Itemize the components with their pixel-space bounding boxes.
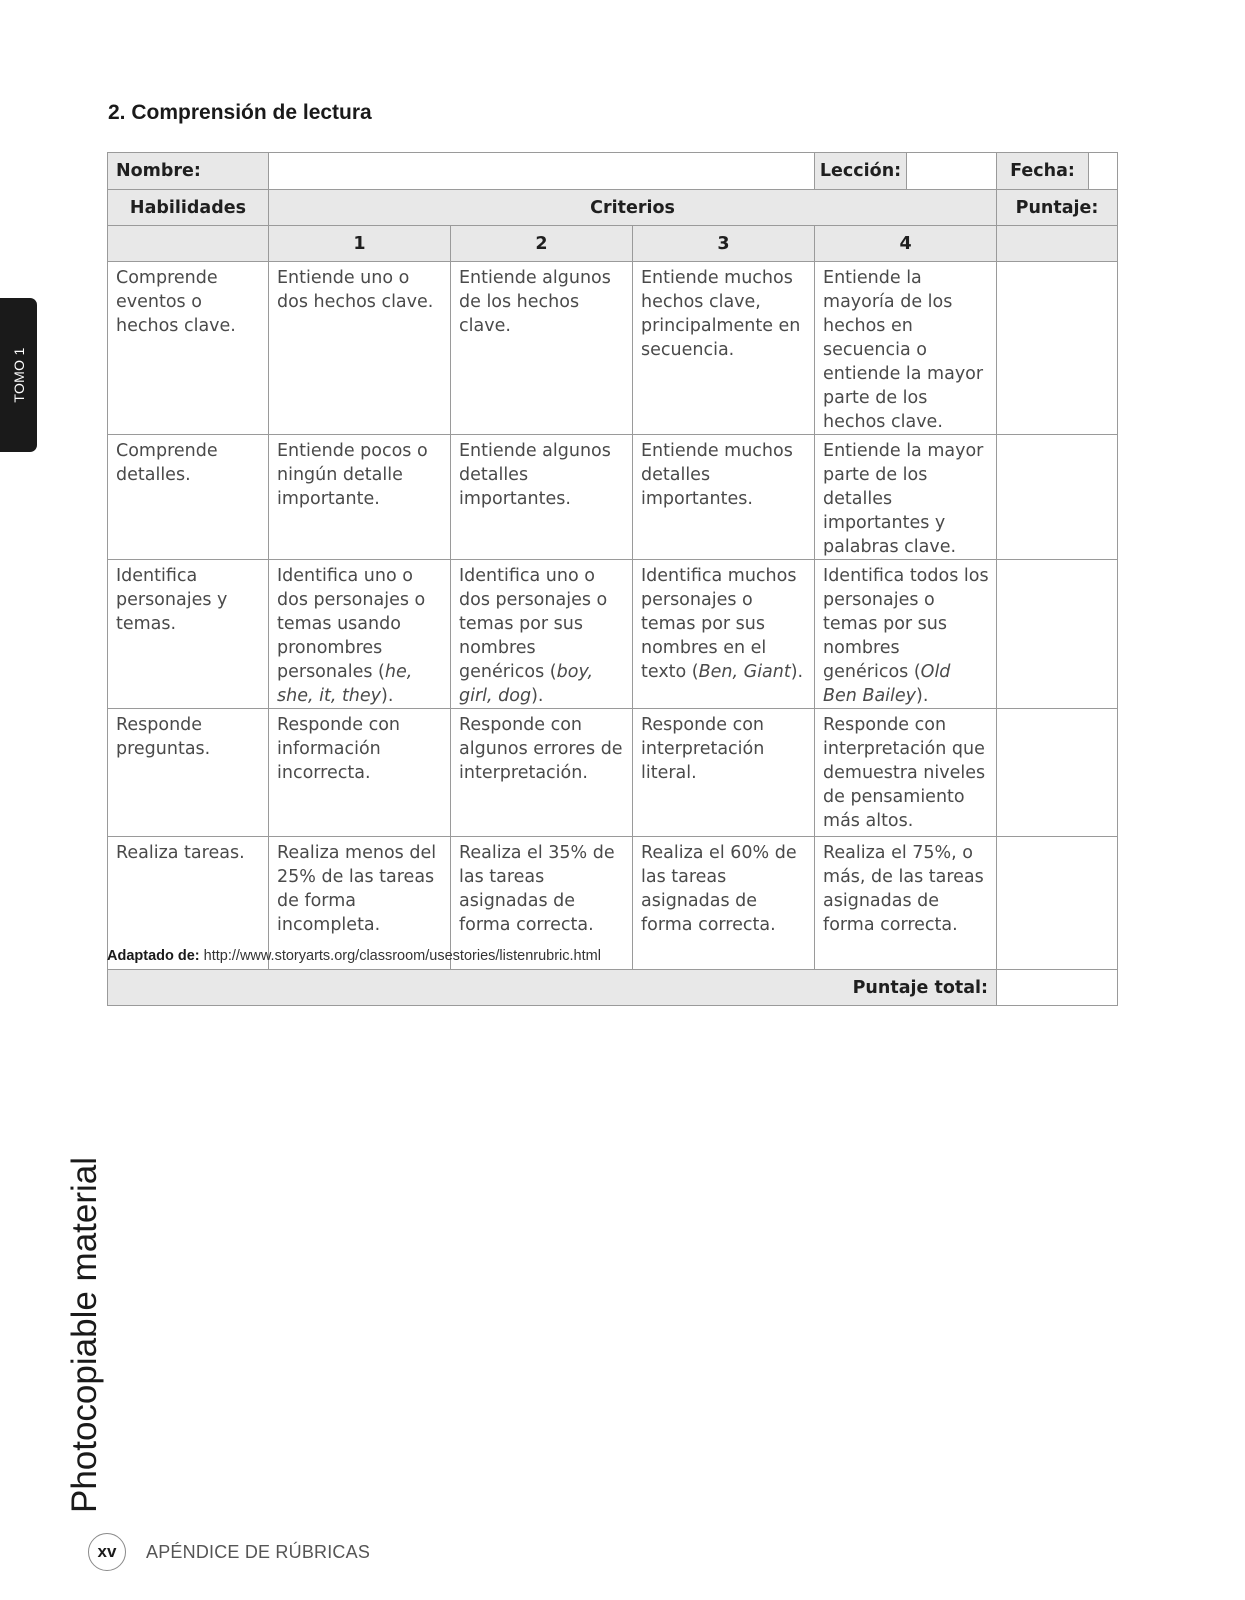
score-cell[interactable]: [997, 837, 1118, 970]
score-cell[interactable]: [997, 435, 1118, 560]
criterion-1-cell: Entiende pocos o ningún detalle importante.: [269, 435, 451, 560]
criterion-1-cell: Entiende uno o dos hechos clave.: [269, 262, 451, 435]
criterion-2-cell: Realiza el 35% de las tareas asignadas de forma correcta.: [451, 837, 633, 970]
nombre-label: Nombre:: [108, 153, 269, 190]
rubric-table: [107, 152, 1118, 1006]
source-label: Adaptado de:: [107, 948, 200, 964]
source-note: [107, 948, 601, 964]
skill-cell: Identifica personajes y temas.: [108, 560, 269, 709]
criterion-3-cell: Responde con interpretación literal.: [633, 709, 815, 837]
criterion-3-cell: Entiende muchos detalles importantes.: [633, 435, 815, 560]
fecha-label: Fecha:: [997, 153, 1089, 189]
info-row: [108, 153, 1118, 190]
table-row: [108, 560, 1118, 709]
level-score-blank: [997, 226, 1118, 262]
criterion-1-cell: Identifica uno o dos personajes o temas usando pronombres personales (he, she, it, they).: [269, 560, 451, 709]
habilidades-header: Habilidades: [108, 190, 269, 226]
level-2-header: 2: [451, 226, 633, 262]
skill-cell: Comprende detalles.: [108, 435, 269, 560]
score-cell[interactable]: [997, 709, 1118, 837]
fecha-field[interactable]: [1089, 153, 1117, 189]
leccion-cell: [815, 153, 997, 190]
score-cell[interactable]: [997, 560, 1118, 709]
header-row: [108, 190, 1118, 226]
criterion-2-cell: Entiende algunos de los hechos clave.: [451, 262, 633, 435]
volume-tab: [0, 298, 37, 452]
criterion-2-cell: Responde con algunos errores de interpretación.: [451, 709, 633, 837]
section-title: 2. Comprensión de lectura: [108, 101, 372, 124]
puntaje-header: Puntaje:: [997, 190, 1118, 226]
criterion-2-cell: Entiende algunos detalles importantes.: [451, 435, 633, 560]
skill-cell: Comprende eventos o hechos clave.: [108, 262, 269, 435]
page-number: xv: [88, 1533, 126, 1571]
fecha-cell: [997, 153, 1118, 190]
total-row: [108, 970, 1118, 1006]
table-row: [108, 709, 1118, 837]
criterion-3-cell: Identifica muchos personajes o temas por sus nombres en el texto (Ben, Giant).: [633, 560, 815, 709]
page-footer: [88, 1533, 370, 1571]
score-cell[interactable]: [997, 262, 1118, 435]
criterion-4-cell: Identifica todos los personajes o temas por sus nombres genéricos (Old Ben Bailey).: [815, 560, 997, 709]
criterion-2-cell: Identifica uno o dos personajes o temas por sus nombres genéricos (boy, girl, dog).: [451, 560, 633, 709]
criterion-4-cell: Entiende la mayoría de los hechos en secuencia o entiende la mayor parte de los hechos clave.: [815, 262, 997, 435]
table-row: [108, 262, 1118, 435]
criterion-1-cell: Responde con información incorrecta.: [269, 709, 451, 837]
level-blank: [108, 226, 269, 262]
skill-cell: Realiza tareas.: [108, 837, 269, 970]
level-4-header: 4: [815, 226, 997, 262]
source-url[interactable]: http://www.storyarts.org/classroom/usestories/listenrubric.html: [203, 948, 601, 964]
criterion-4-cell: Responde con interpretación que demuestra niveles de pensamiento más altos.: [815, 709, 997, 837]
criterion-1-cell: Realiza menos del 25% de las tareas de forma incompleta.: [269, 837, 451, 970]
criterion-4-cell: Realiza el 75%, o más, de las tareas asignadas de forma correcta.: [815, 837, 997, 970]
volume-tab-label: TOMO 1: [10, 347, 27, 403]
criterion-3-cell: Realiza el 60% de las tareas asignadas de forma correcta.: [633, 837, 815, 970]
level-1-header: 1: [269, 226, 451, 262]
leccion-label: Lección:: [815, 153, 907, 189]
skill-cell: Responde preguntas.: [108, 709, 269, 837]
table-row: [108, 435, 1118, 560]
leccion-field[interactable]: [907, 153, 996, 189]
total-label: Puntaje total:: [108, 970, 997, 1006]
level-3-header: 3: [633, 226, 815, 262]
criterion-3-cell: Entiende muchos hechos clave, principalmente en secuencia.: [633, 262, 815, 435]
nombre-field[interactable]: [269, 153, 815, 190]
level-row: [108, 226, 1118, 262]
photocopiable-label: Photocopiable material: [65, 1156, 104, 1514]
footer-title: APÉNDICE DE RÚBRICAS: [146, 1541, 371, 1562]
criterion-4-cell: Entiende la mayor parte de los detalles importantes y palabras clave.: [815, 435, 997, 560]
total-score-field[interactable]: [997, 970, 1118, 1006]
criterios-header: Criterios: [269, 190, 997, 226]
